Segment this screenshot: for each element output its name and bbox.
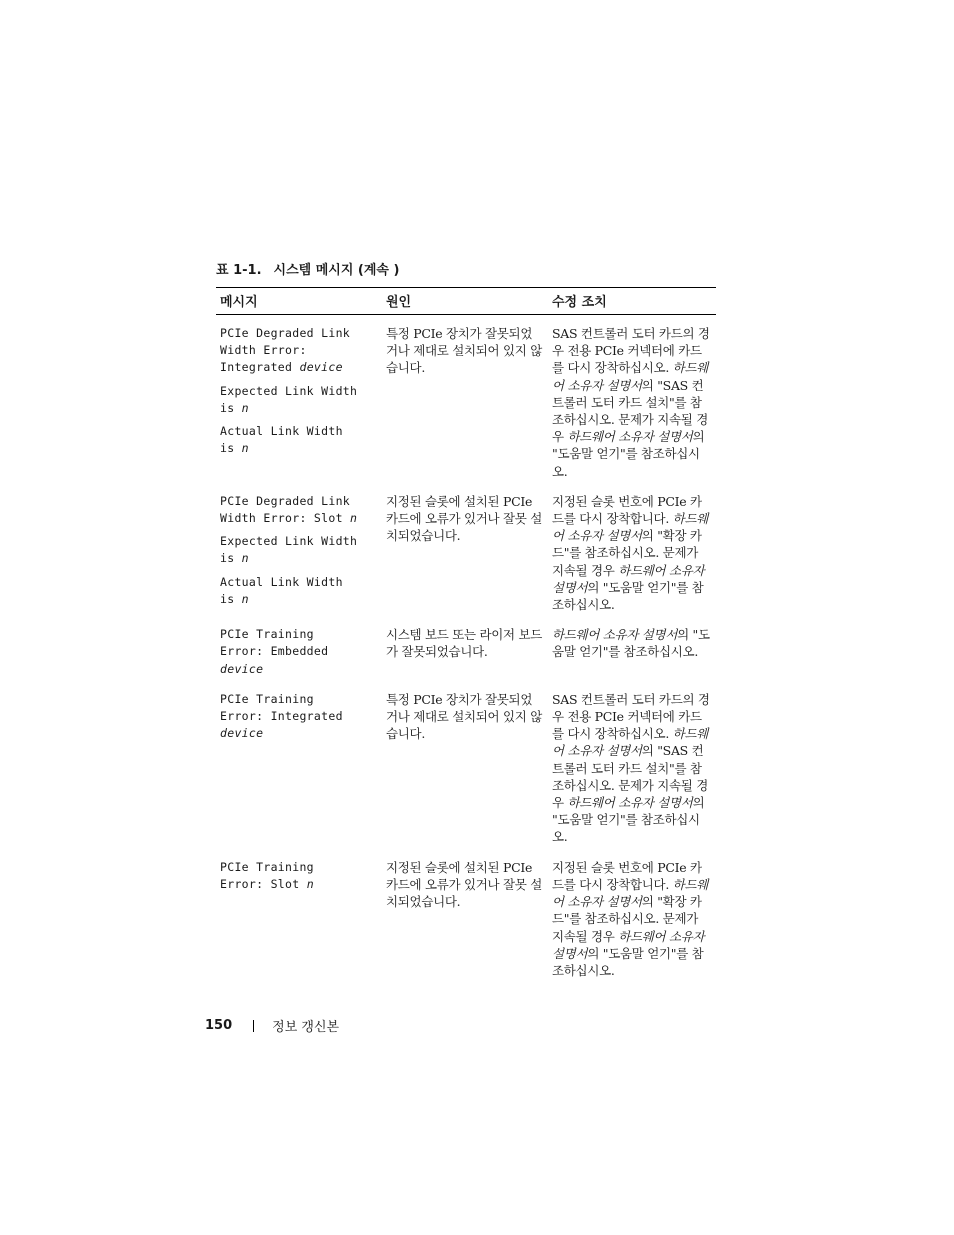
table-row [216,315,716,493]
manual-reference: 하드웨어 소유자 설명서 [552,360,708,393]
action-text: 의 "SAS 컨트롤러 도터 카드 설치"를 참조하십시오. 문제가 지속될 경우 [552,377,708,445]
message-variable: n [350,511,358,526]
cause-cell: 특정 PCIe 장치가 잘못되었거나 제대로 설치되어 있지 않습니다. [386,691,542,742]
table-row [216,493,716,626]
header-message: 메시지 [216,288,382,315]
message-variable: device [220,661,264,676]
message-text: Width Error: Slot [220,511,351,526]
manual-reference: 하드웨어 소유자 설명서 [552,511,708,544]
footer-divider [253,1020,254,1032]
action-text: 의 "도움말 얻기"를 참조하십시오. [552,579,704,613]
message-variable: n [241,551,249,566]
message-variable: n [306,876,314,891]
page-number: 150 [205,1018,233,1033]
message-line [220,359,380,376]
action-text: 의 "SAS 컨트롤러 도터 카드 설치"를 참조하십시오. 문제가 지속될 경우 [552,743,708,811]
action-cell [548,859,716,992]
message-line: Expected Link Width [220,534,358,549]
cause-cell: 지정된 슬롯에 설치된 PCIe 카드에 오류가 있거나 잘못 설치되었습니다. [386,859,542,910]
message-line: PCIe Degraded Link [220,326,351,340]
message-text: Error: Slot [220,876,307,891]
message-line: Actual Link Width [220,424,343,439]
action-text: 의 "확장 카드"를 참조하십시오. 문제가 지속될 경우 [552,528,702,578]
action-cell [548,626,716,691]
action-cell [548,493,716,626]
message-text: is [220,441,242,456]
action-text: 의 "확장 카드"를 참조하십시오. 문제가 지속될 경우 [552,894,702,944]
message-line: Width Error: [220,343,307,358]
action-cell [548,691,716,859]
message-line: PCIe Training [220,627,314,642]
action-text: 의 "도움말 얻기"를 참조하십시오. [552,429,705,479]
action-text: 의 "도움말 얻기"를 참조하십시오. [552,627,710,660]
message-text: Integrated [220,360,300,375]
table-caption [216,259,399,278]
message-variable: n [241,400,249,415]
table-caption-label: 표 1-1. [216,263,262,278]
manual-reference: 하드웨어 소유자 설명서 [552,726,708,759]
message-line: Error: Embedded [220,644,329,659]
message-line: PCIe Training [220,691,314,706]
message-line [220,550,380,567]
message-line [220,440,380,457]
header-cause: 원인 [382,288,548,315]
action-text: 의 "도움말 얻기"를 참조하십시오. [552,945,704,978]
message-line [220,876,380,893]
action-cell [548,315,716,493]
message-cell [216,626,382,691]
message-text: is [220,551,242,566]
action-text: 의 "도움말 얻기"를 참조하십시오. [552,795,705,845]
manual-reference: 하드웨어 소유자 설명서 [567,429,693,445]
cause-cell: 특정 PCIe 장치가 잘못되었거나 제대로 설치되어 있지 않습니다. [386,326,542,376]
table-row [216,691,716,859]
message-text: is [220,591,242,606]
message-cell [216,691,382,859]
header-action: 수정 조치 [548,288,716,315]
message-text: is [220,400,242,415]
message-line: Error: Integrated [220,709,343,724]
action-text: 지정된 슬롯 번호에 PCIe 카드를 다시 장착합니다. [552,493,702,527]
message-variable: device [220,726,264,741]
message-cell [216,859,382,992]
action-text: 지정된 슬롯 번호에 PCIe 카드를 다시 장착합니다. [552,859,702,892]
footer-title: 정보 갱신본 [272,1020,340,1035]
system-messages-table [216,287,716,992]
manual-reference: 하드웨어 소유자 설명서 [552,928,705,961]
cause-cell: 지정된 슬롯에 설치된 PCIe 카드에 오류가 있거나 잘못 설치되었습니다. [386,493,542,544]
message-cell [216,315,382,493]
table-caption-title: 시스템 메시지 (계속 ) [273,263,400,278]
action-text: SAS 컨트롤러 도터 카드의 경우 전용 PCIe 커넥터에 카드를 다시 장착하십시오. [552,326,710,376]
message-variable: n [241,441,249,456]
message-line: Expected Link Width [220,383,358,398]
manual-reference: 하드웨어 소유자 설명서 [567,795,693,811]
message-line [220,400,380,417]
message-line [220,591,380,608]
message-line [220,510,380,527]
message-line: PCIe Training [220,859,314,874]
message-variable: n [241,591,249,606]
message-line: Actual Link Width [220,574,343,589]
table-row [216,626,716,691]
manual-reference: 하드웨어 소유자 설명서 [552,562,705,595]
table-header-row [216,288,716,315]
manual-reference: 하드웨어 소유자 설명서 [552,876,708,910]
table-row [216,859,716,992]
message-variable: device [299,360,343,375]
manual-reference: 하드웨어 소유자 설명서 [552,627,678,643]
action-text: SAS 컨트롤러 도터 카드의 경우 전용 PCIe 커넥터에 카드를 다시 장착하십시오. [552,691,710,742]
page-footer [205,1016,339,1035]
message-cell [216,493,382,626]
cause-cell: 시스템 보드 또는 라이저 보드가 잘못되었습니다. [386,627,542,660]
message-line: PCIe Degraded Link [220,493,351,508]
